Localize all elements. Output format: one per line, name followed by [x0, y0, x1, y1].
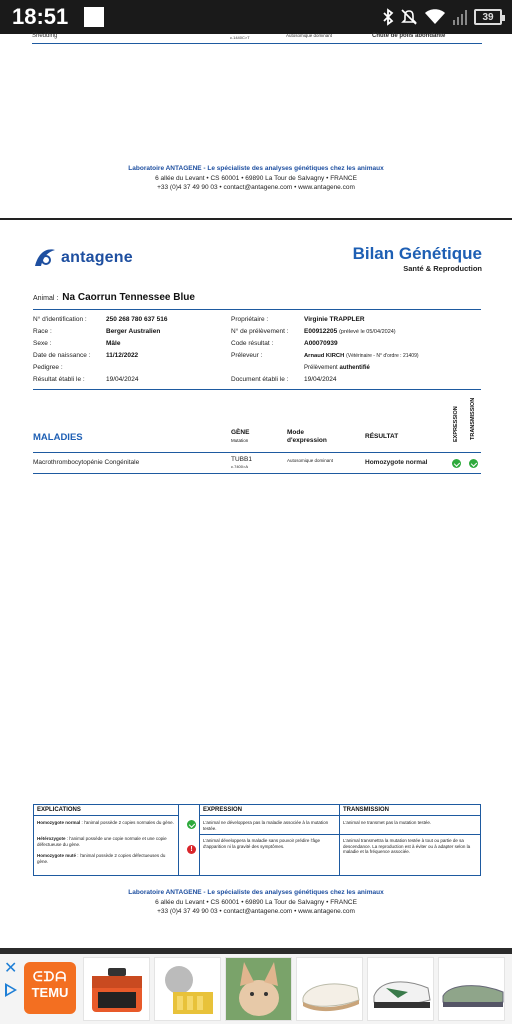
info-value: Mâle	[106, 340, 121, 347]
gene-cell	[231, 456, 252, 470]
prelevement-status: authentifié	[339, 365, 370, 371]
battery-icon	[474, 9, 502, 25]
animal-info	[33, 314, 167, 386]
info-label: Document établi le :	[231, 376, 289, 383]
table-header	[33, 392, 481, 452]
result-heading: RÉSULTAT	[365, 433, 399, 440]
info-label: Date de naissance :	[33, 352, 91, 359]
divider	[33, 389, 481, 390]
product-sneaker[interactable]	[367, 957, 434, 1021]
orange-case-icon	[84, 958, 150, 1021]
antagene-logo	[33, 248, 133, 268]
divider	[33, 452, 481, 453]
legend-text	[37, 836, 175, 847]
prelevement-label: Prélèvement	[304, 365, 338, 371]
gene-label: GÈNE	[231, 429, 250, 436]
gene-heading	[231, 429, 249, 445]
ad-banner[interactable]	[0, 948, 512, 1024]
transmission-heading: TRANSMISSION	[470, 397, 476, 440]
mode-label: Mode	[287, 429, 304, 436]
notification-icon	[84, 7, 104, 27]
temu-logo[interactable]	[24, 962, 76, 1014]
legend-divider	[340, 834, 480, 835]
ad-choices-icon[interactable]	[5, 983, 17, 997]
sneaker-icon	[368, 958, 434, 1021]
legend-term: Hétérozygote	[37, 836, 66, 841]
logo-text: antagene	[61, 249, 133, 266]
info-row	[33, 314, 167, 326]
info-label: Sexe :	[33, 340, 52, 347]
row-divider	[32, 43, 482, 44]
legend-text	[37, 853, 175, 864]
doc-date-value: 19/04/2024	[304, 376, 337, 383]
footer-lab: Laboratoire ANTAGENE - Le spécialiste des analyses génétiques chez les animaux	[128, 165, 384, 172]
animal-row	[33, 292, 195, 303]
sample-note: (prélevé le 05/04/2024)	[339, 329, 396, 335]
gift-box-icon	[155, 958, 221, 1021]
info-label: Préleveur :	[231, 352, 263, 359]
white-shoe-icon	[297, 958, 363, 1021]
document-page	[0, 222, 512, 948]
legend-box	[33, 804, 481, 876]
info-row	[33, 326, 167, 338]
cut-mode: Autosomique dominant	[286, 33, 333, 38]
battery-level: 39	[482, 11, 494, 23]
info-label: N° d'identification :	[33, 316, 87, 323]
animal-name: Na Caorrun Tennessee Blue	[62, 292, 195, 303]
cat-plush-icon	[226, 958, 292, 1021]
legend-check-icon	[187, 820, 196, 829]
code-value: A00070939	[304, 340, 338, 347]
product-orange-case[interactable]	[83, 957, 150, 1021]
mode-heading	[287, 429, 327, 445]
doc-subtitle: Santé & Reproduction	[403, 264, 482, 273]
result-cell: Homozygote normal	[365, 459, 428, 466]
legend-desc: : l'animal possède 2 copies normales du gène.	[80, 820, 174, 825]
owner-value: Virginie TRAPPLER	[304, 316, 365, 323]
info-label: Code résultat :	[231, 340, 274, 347]
divider	[33, 473, 481, 474]
legend-text: L'animal développera la maladie sans pouvoir prédire l'âge d'apparition ni la gravité des symptômes.	[203, 838, 321, 849]
doc-title: Bilan Génétique	[352, 244, 482, 263]
bluetooth-icon	[382, 8, 394, 26]
wifi-icon	[424, 8, 446, 26]
mutation-label: Mutation	[231, 438, 249, 443]
legend-text	[37, 820, 175, 826]
mutation-code: c.7400>A	[231, 464, 249, 469]
info-row	[33, 374, 167, 386]
cut-disease: Shedding	[32, 33, 58, 39]
legend-heading: TRANSMISSION	[340, 805, 480, 816]
green-shoe-icon	[439, 958, 505, 1021]
info-label: Résultat établi le :	[33, 376, 85, 383]
previous-page	[0, 34, 512, 220]
transmission-check-icon	[469, 459, 478, 468]
cut-result: Chute de poils abondante	[372, 33, 446, 39]
footer-contact: +33 (0)4 37 49 90 03 • contact@antagene.com • www.antagene.com	[157, 908, 355, 915]
info-row	[33, 338, 167, 350]
signal-icon	[452, 8, 468, 26]
legend-term: Homozygote muté	[37, 853, 77, 858]
gene-name: TUBB1	[231, 456, 252, 463]
info-value: 19/04/2024	[106, 376, 139, 383]
maladies-heading: MALADIES	[33, 432, 83, 443]
footer-address: 6 allée du Levant • CS 60001 • 69890 La Tour de Salvagny • FRANCE	[155, 174, 357, 182]
antagene-logo-icon	[33, 248, 57, 268]
disease-name: Macrothrombocytopénie Congénitale	[33, 459, 140, 466]
temu-logo-glyph: ᕮᗪᗩ	[32, 969, 68, 984]
info-label: Race :	[33, 328, 52, 335]
ad-content[interactable]	[0, 954, 512, 1024]
legend-warning-icon: !	[187, 845, 196, 854]
footer	[0, 164, 512, 193]
legend-term: Homozygote normal	[37, 820, 81, 825]
mode-cell: Autosomique dominant	[287, 458, 334, 463]
status-icons	[382, 6, 502, 28]
legend-text: L'animal ne transmet pas la mutation testée.	[343, 820, 432, 825]
info-label: Pedigree :	[33, 364, 63, 371]
legend-expression	[199, 805, 340, 875]
status-time: 18:51	[12, 4, 69, 29]
product-cat-plush[interactable]	[225, 957, 292, 1021]
temu-logo-text: TEMU	[31, 985, 69, 1000]
sample-value: E00912205	[304, 328, 338, 335]
legend-explications	[34, 805, 179, 875]
info-value: 250 268 780 637 516	[106, 316, 168, 323]
preleveur-note: (Vétérinaire - N° d'ordre : 21409)	[346, 353, 419, 359]
mode-label-2: d'expression	[287, 437, 327, 444]
info-value: 11/12/2022	[106, 352, 139, 359]
animal-label: Animal :	[33, 295, 59, 302]
info-label: Propriétaire :	[231, 316, 269, 323]
expression-heading: EXPRESSION	[453, 406, 459, 442]
legend-text: L'animal ne développera pas la maladie associée à la mutation testée.	[203, 820, 329, 831]
legend-heading: EXPLICATIONS	[34, 805, 178, 816]
info-value: Berger Australien	[106, 328, 161, 335]
expression-check-icon	[452, 459, 461, 468]
legend-transmission	[340, 805, 480, 875]
mute-icon	[400, 8, 418, 26]
legend-divider	[200, 834, 339, 835]
legend-desc: : l'animal possède une copie normale et une copie défectueuse du gène.	[37, 836, 167, 847]
divider	[33, 309, 481, 310]
owner-info	[231, 314, 419, 386]
legend-desc: : l'animal possède 2 copies défectueuses du gène.	[37, 853, 166, 864]
product-white-shoe[interactable]	[296, 957, 363, 1021]
info-row	[33, 350, 167, 362]
preleveur-value: Arnaud KIRCH	[304, 353, 345, 359]
legend-heading: EXPRESSION	[200, 805, 339, 816]
footer-contact: +33 (0)4 37 49 90 03 • contact@antagene.com • www.antagene.com	[157, 184, 355, 191]
close-icon[interactable]: ✕	[4, 960, 18, 977]
status-bar	[0, 0, 512, 34]
info-label: N° de prélèvement :	[231, 328, 289, 335]
footer	[0, 888, 512, 917]
footer-address: 6 allée du Levant • CS 60001 • 69890 La Tour de Salvagny • FRANCE	[155, 898, 357, 906]
product-green-shoe[interactable]	[438, 957, 505, 1021]
previous-table-row	[32, 34, 482, 44]
product-gift-box[interactable]	[154, 957, 221, 1021]
cut-mutation: c.1440C>T	[230, 35, 250, 40]
footer-lab: Laboratoire ANTAGENE - Le spécialiste des analyses génétiques chez les animaux	[128, 889, 384, 896]
table-row	[33, 456, 481, 472]
legend-text: L'animal transmettra la mutation testée à tout ou partie de sa descendance. La reproduction est à éviter ou à adapter selon la maladie et la fréquence associée.	[343, 838, 471, 854]
info-row	[33, 362, 167, 374]
